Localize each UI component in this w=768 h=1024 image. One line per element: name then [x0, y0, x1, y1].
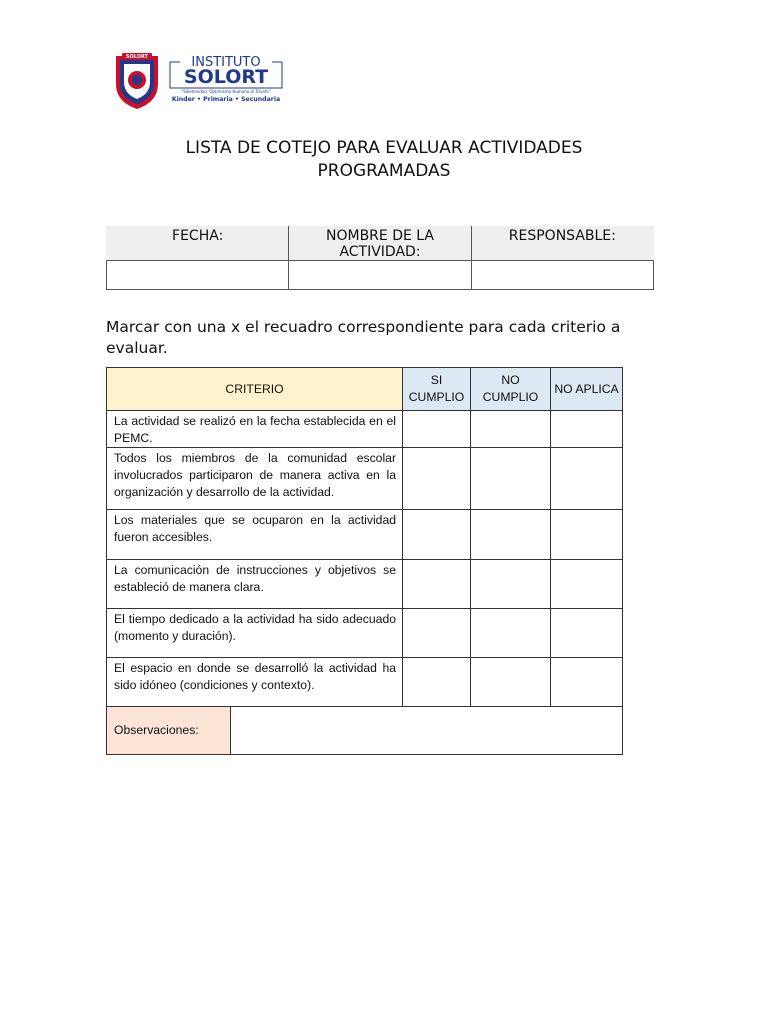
criterion-text: El espacio en donde se desarrolló la actividad ha sido idóneo (condiciones y contexto).	[107, 658, 403, 707]
fecha-header: FECHA:	[107, 227, 289, 261]
title-line2: PROGRAMADAS	[317, 161, 451, 181]
no-cumplio-checkbox[interactable]	[471, 411, 551, 448]
responsable-header: RESPONSABLE:	[471, 227, 653, 261]
si-cumplio-checkbox[interactable]	[403, 448, 471, 510]
logo-tagline: "Solemnidad, Optimismo Humano al Triunfo"	[181, 89, 271, 94]
si-cumplio-checkbox[interactable]	[403, 510, 471, 560]
no-cumplio-checkbox[interactable]	[471, 560, 551, 609]
nombre-actividad-field[interactable]	[289, 261, 471, 290]
logo-levels: Kinder • Primaria • Secundaria	[171, 96, 281, 103]
no-aplica-checkbox[interactable]	[551, 560, 623, 609]
info-value-row	[107, 261, 654, 290]
table-row	[107, 510, 623, 560]
no-cumplio-checkbox[interactable]	[471, 609, 551, 658]
checklist-table	[106, 367, 623, 755]
si-cumplio-checkbox[interactable]	[403, 609, 471, 658]
si-cumplio-checkbox[interactable]	[403, 658, 471, 707]
page-title	[100, 137, 668, 183]
criterio-header: CRITERIO	[107, 368, 403, 411]
table-row	[107, 609, 623, 658]
fecha-field[interactable]	[107, 261, 289, 290]
no-aplica-header: NO APLICA	[551, 368, 623, 411]
criterion-text: La actividad se realizó en la fecha establecida en el PEMC.	[107, 411, 403, 448]
logo-line2: SOLORT	[183, 66, 269, 88]
responsable-field[interactable]	[471, 261, 653, 290]
crest-icon	[116, 53, 158, 109]
info-table	[106, 226, 654, 290]
si-cumplio-checkbox[interactable]	[403, 560, 471, 609]
criterion-text: Los materiales que se ocuparon en la actividad fueron accesibles.	[107, 510, 403, 560]
observaciones-label: Observaciones:	[107, 707, 231, 755]
logo-line1: INSTITUTO	[191, 55, 261, 70]
no-cumplio-checkbox[interactable]	[471, 658, 551, 707]
table-row	[107, 448, 623, 510]
table-row	[107, 658, 623, 707]
observaciones-row	[107, 707, 623, 755]
si-cumplio-checkbox[interactable]	[403, 411, 471, 448]
table-row	[107, 560, 623, 609]
no-aplica-checkbox[interactable]	[551, 609, 623, 658]
observaciones-field[interactable]	[231, 707, 623, 755]
no-aplica-checkbox[interactable]	[551, 658, 623, 707]
criterion-text: La comunicación de instrucciones y objetivos se estableció de manera clara.	[107, 560, 403, 609]
school-logo	[112, 50, 292, 112]
no-aplica-checkbox[interactable]	[551, 510, 623, 560]
criterion-text: El tiempo dedicado a la actividad ha sido adecuado (momento y duración).	[107, 609, 403, 658]
no-cumplio-checkbox[interactable]	[471, 510, 551, 560]
criterion-text: Todos los miembros de la comunidad escolar involucrados participaron de manera activa en la organización y desarrollo de la actividad.	[107, 448, 403, 510]
title-line1: LISTA DE COTEJO PARA EVALUAR ACTIVIDADES	[185, 138, 583, 158]
no-cumplio-checkbox[interactable]	[471, 448, 551, 510]
no-aplica-checkbox[interactable]	[551, 448, 623, 510]
info-header-row	[107, 227, 654, 261]
checklist-header-row	[107, 368, 623, 411]
table-row	[107, 411, 623, 448]
si-cumplio-header: SI CUMPLIO	[403, 368, 471, 411]
instructions: Marcar con una x el recuadro correspondiente para cada criterio a evaluar.	[106, 318, 621, 357]
crest-text: SOLORT	[125, 54, 149, 60]
no-aplica-checkbox[interactable]	[551, 411, 623, 448]
no-cumplio-header: NO CUMPLIO	[471, 368, 551, 411]
nombre-actividad-header: NOMBRE DE LA ACTIVIDAD:	[289, 227, 471, 261]
